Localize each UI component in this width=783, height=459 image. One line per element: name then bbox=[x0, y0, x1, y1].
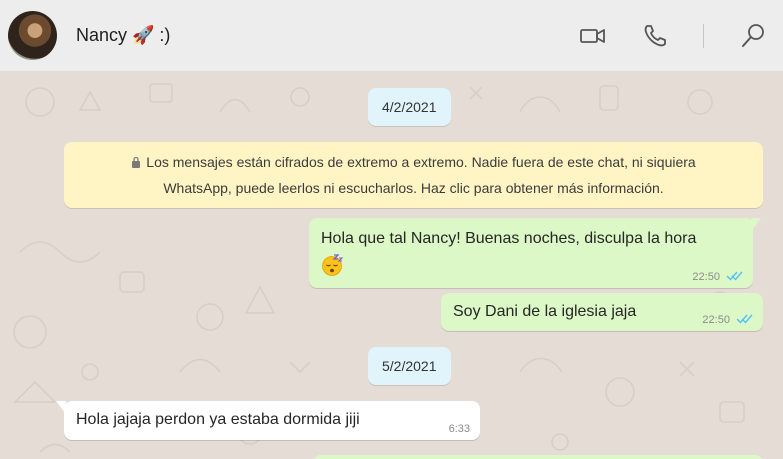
message-meta bbox=[692, 270, 743, 283]
message-text: Soy Dani de la iglesia jaja bbox=[453, 303, 637, 320]
message-text: Hola jajaja perdon ya estaba dormida jiji bbox=[76, 411, 360, 428]
message-time: 6:33 bbox=[448, 423, 470, 435]
encryption-notice-line1 bbox=[64, 149, 763, 175]
message-meta bbox=[449, 423, 470, 435]
message-time: 22:50 bbox=[692, 271, 720, 283]
encryption-notice-text-2: WhatsApp, puede leerlos ni escucharlos. Haz clic para obtener más información. bbox=[163, 180, 664, 196]
contact-avatar[interactable] bbox=[8, 11, 57, 60]
message-text: Hola que tal Nancy! Buenas noches, disculpa la hora bbox=[321, 230, 697, 247]
message-bubble-outgoing[interactable] bbox=[309, 218, 753, 288]
contact-name[interactable]: Nancy 🚀 :) bbox=[76, 25, 171, 45]
double-check-read-icon bbox=[736, 313, 753, 324]
message-meta bbox=[702, 313, 753, 326]
bubble-tail bbox=[56, 401, 66, 414]
encryption-notice[interactable] bbox=[64, 142, 763, 208]
search-icon[interactable] bbox=[739, 22, 767, 50]
sleeping-face-emoji-icon bbox=[321, 254, 343, 276]
lock-icon bbox=[131, 156, 141, 168]
date-divider: 5/2/2021 bbox=[368, 347, 451, 385]
message-time: 22:50 bbox=[702, 314, 730, 326]
message-bubble-incoming[interactable] bbox=[64, 401, 480, 440]
encryption-notice-text-1: Los mensajes están cifrados de extremo a extremo. Nadie fuera de este chat, ni siquiera bbox=[146, 154, 696, 170]
video-call-icon[interactable] bbox=[579, 22, 607, 50]
bubble-tail bbox=[751, 218, 761, 231]
header-separator bbox=[703, 24, 704, 48]
double-check-read-icon bbox=[726, 270, 743, 281]
chat-header bbox=[0, 0, 783, 72]
date-divider: 4/2/2021 bbox=[368, 88, 451, 126]
message-bubble-outgoing[interactable] bbox=[441, 293, 763, 331]
conversation-panel[interactable] bbox=[0, 72, 783, 459]
voice-call-icon[interactable] bbox=[641, 22, 669, 50]
message-bubble-outgoing[interactable] bbox=[313, 455, 763, 459]
